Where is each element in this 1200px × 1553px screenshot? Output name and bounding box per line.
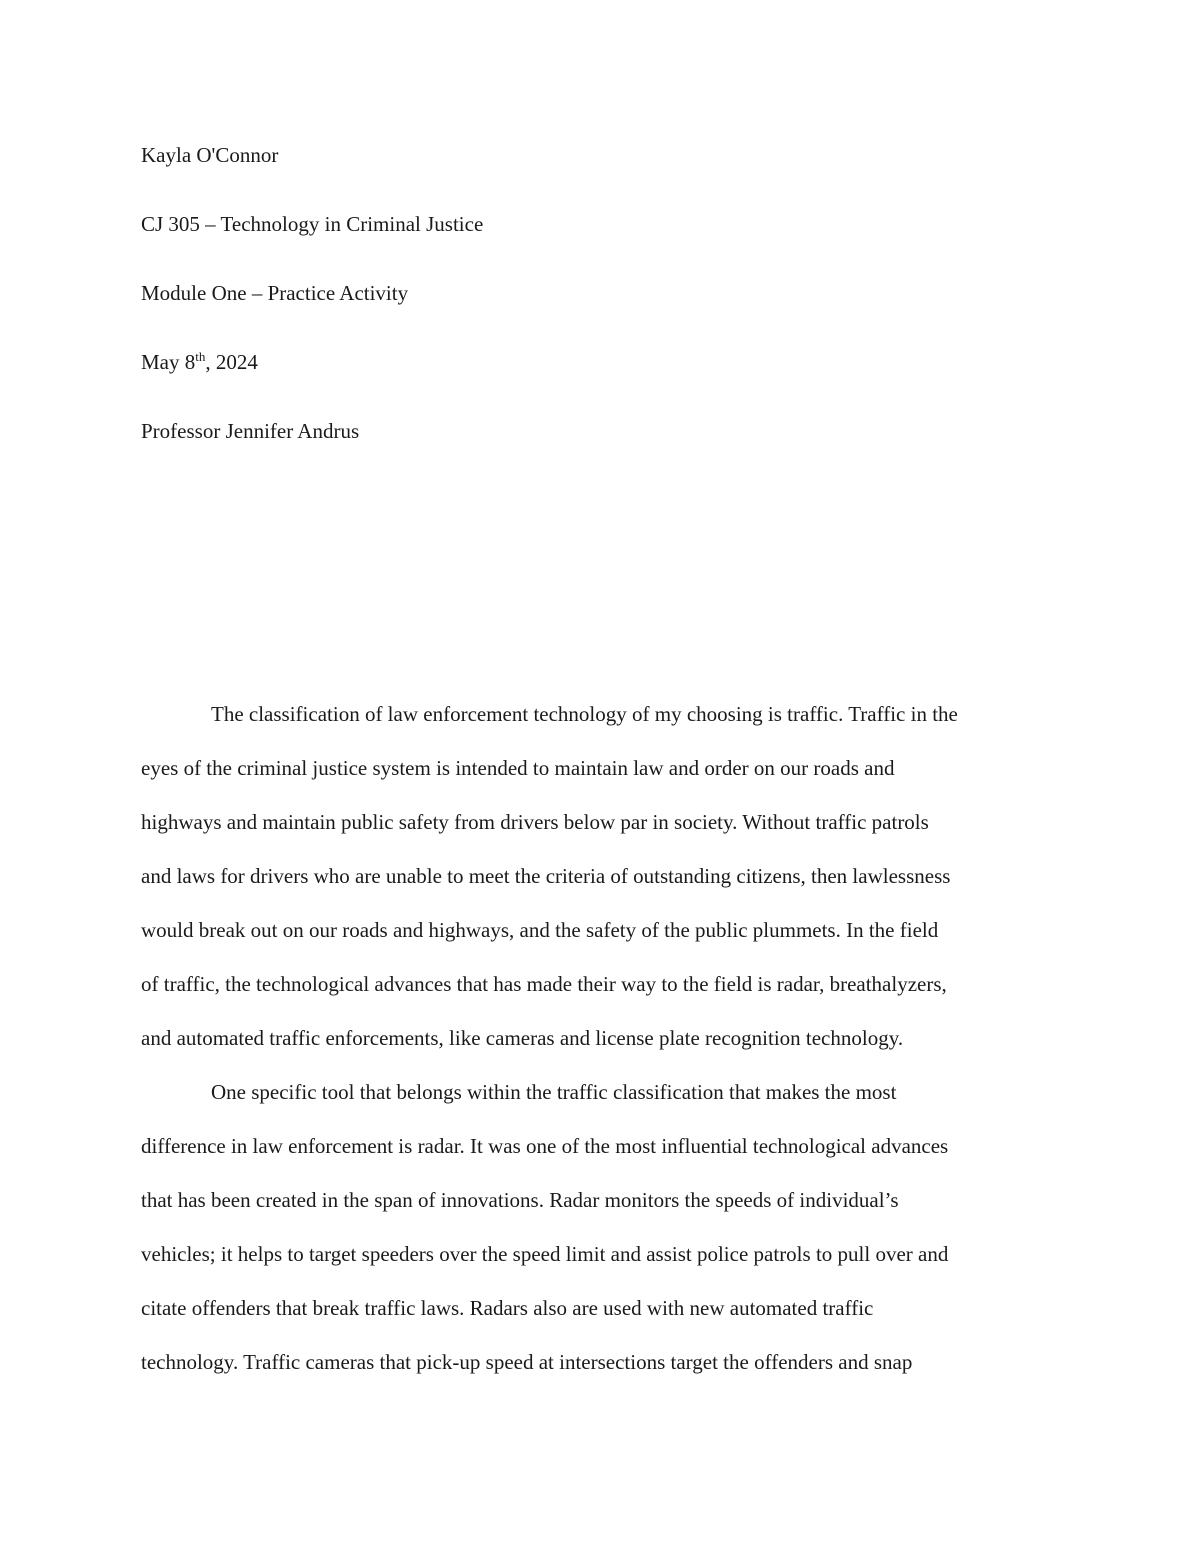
text-line: and automated traffic enforcements, like cameras and license plate recognition technology. [141,1026,904,1050]
assignment-title: Module One – Practice Activity [141,281,409,305]
paragraph [141,1077,1061,1377]
submission-date [141,347,1061,377]
paragraph [141,699,1061,1053]
date-prefix: May 8 [141,350,196,374]
text-line: of traffic, the technological advances that has made their way to the field is radar, breathalyzers, [141,972,947,996]
essay-body [141,699,1061,1401]
text-line: vehicles; it helps to target speeders over the speed limit and assist police patrols to pull over and [141,1242,949,1266]
text-line: technology. Traffic cameras that pick-up speed at intersections target the offenders and snap [141,1350,913,1374]
heading-block [141,140,1061,485]
text-line: citate offenders that break traffic laws. Radars also are used with new automated traffic [141,1296,874,1320]
text-line: difference in law enforcement is radar. It was one of the most influential technological advances [141,1134,949,1158]
text-line: The classification of law enforcement technology of my choosing is traffic. Traffic in the [211,702,958,726]
course-title: CJ 305 – Technology in Criminal Justice [141,212,484,236]
text-line: eyes of the criminal justice system is intended to maintain law and order on our roads and [141,756,895,780]
text-line: highways and maintain public safety from drivers below par in society. Without traffic patrols [141,810,929,834]
text-line: that has been created in the span of innovations. Radar monitors the speeds of individual’s [141,1188,899,1212]
author-name: Kayla O'Connor [141,143,279,167]
text-line: and laws for drivers who are unable to meet the criteria of outstanding citizens, then lawlessness [141,864,951,888]
professor-name: Professor Jennifer Andrus [141,419,360,443]
text-line: would break out on our roads and highways, and the safety of the public plummets. In the field [141,918,939,942]
text-line: One specific tool that belongs within the traffic classification that makes the most [211,1080,897,1104]
date-suffix: , 2024 [205,350,258,374]
date-ordinal: th [195,349,206,364]
